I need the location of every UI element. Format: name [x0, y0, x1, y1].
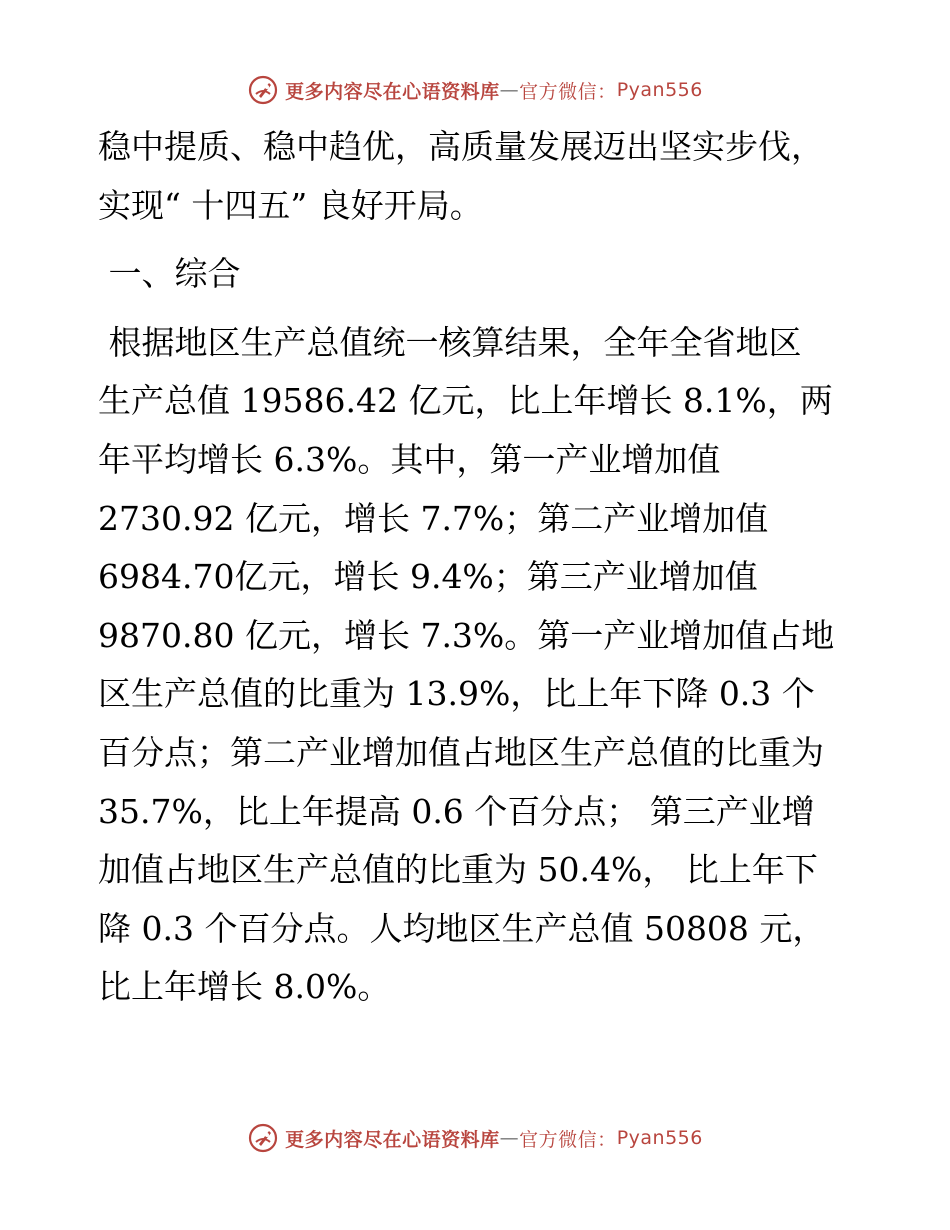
header-site-name: 更多内容尽在心语资料库: [285, 80, 500, 103]
paragraph-line: 生产总值 19586.42 亿元，比上年增长 8.1%，两: [98, 381, 833, 421]
intro-line: 实现“ 十四五” 良好开局。: [98, 185, 483, 225]
footer-banner: [0, 1122, 950, 1154]
footer-wechat-label: 官方微信：: [519, 1128, 617, 1151]
paragraph-line: 降 0.3 个百分点。人均地区生产总值 50808 元，: [98, 908, 826, 948]
footer-wechat-id: Pyan556: [616, 1127, 703, 1149]
section-heading: 一、综合: [98, 254, 241, 294]
paragraph-line: 比上年增长 8.0%。: [98, 967, 391, 1007]
paragraph-line: 加值占地区生产总值的比重为 50.4%， 比上年下: [98, 850, 818, 890]
header-banner-text: [285, 77, 703, 104]
header-wechat-label: 官方微信：: [519, 80, 617, 103]
paragraph-line: 年平均增长 6.3%。其中，第一产业增加值: [98, 439, 721, 479]
footer-site-name: 更多内容尽在心语资料库: [285, 1128, 500, 1151]
footer-banner-inner: [247, 1122, 703, 1154]
footer-separator: —: [499, 1127, 520, 1149]
book-pen-logo-icon: [247, 1122, 279, 1154]
paragraph-line: 根据地区生产总值统一核算结果，全年全省地区: [98, 322, 802, 362]
document-body: [98, 118, 858, 1017]
paragraph-line: 区生产总值的比重为 13.9%，比上年下降 0.3 个: [98, 674, 815, 714]
paragraph-line: 6984.70亿元，增长 9.4%；第三产业增加值: [98, 557, 758, 597]
paragraph-line: 2730.92 亿元，增长 7.7%；第二产业增加值: [98, 498, 769, 538]
paragraph-line: 百分点；第二产业增加值占地区生产总值的比重为: [98, 732, 824, 772]
header-banner: [0, 74, 950, 106]
intro-line: 稳中提质、稳中趋优，高质量发展迈出坚实步伐，: [98, 127, 824, 166]
paragraph-line: 35.7%，比上年提高 0.6 个百分点； 第三产业增: [98, 791, 815, 831]
book-pen-logo-icon: [247, 74, 279, 106]
header-banner-inner: [247, 74, 703, 106]
footer-banner-text: [285, 1125, 703, 1152]
header-wechat-id: Pyan556: [616, 79, 703, 101]
paragraph-line: 9870.80 亿元，增长 7.3%。第一产业增加值占地: [98, 615, 835, 655]
header-separator: —: [499, 79, 520, 101]
